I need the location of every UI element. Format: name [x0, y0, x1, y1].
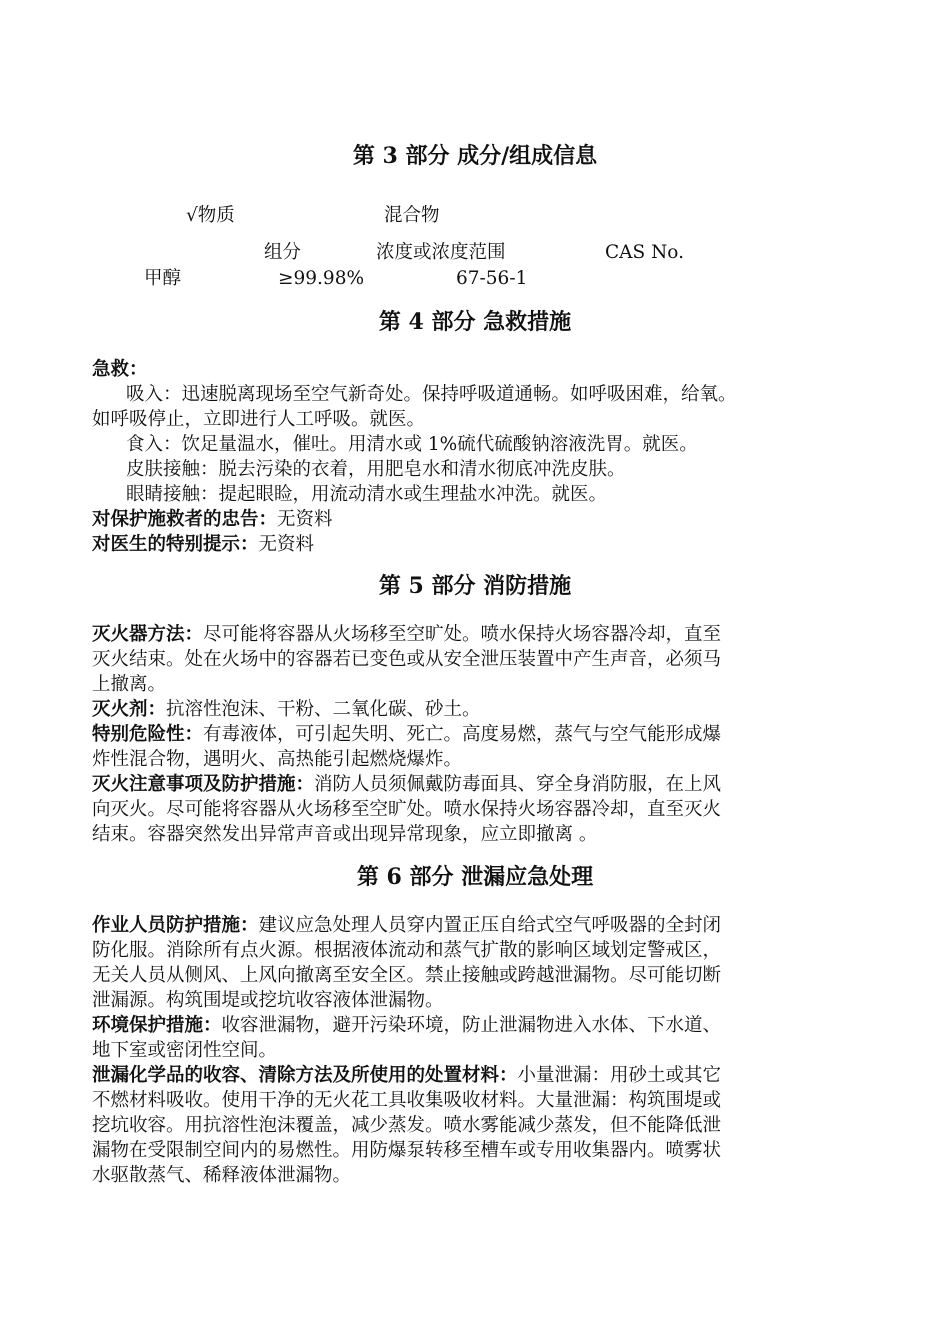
personnel-protection-4: 泄漏源。构筑围堤或挖坑收容液体泄漏物。	[92, 990, 444, 1011]
extinguish-method-label: 灭火器方法：	[92, 624, 204, 645]
special-hazard-1	[92, 722, 856, 747]
personnel-protection-1	[92, 913, 856, 938]
firefighting-notes-2: 向灭火。尽可能将容器从火场移至空旷处。喷水保持火场容器冷却，直至灭火	[92, 799, 722, 820]
rescuer-advice	[92, 507, 856, 532]
rescuer-advice-label: 对保护施救者的忠告：	[92, 509, 278, 530]
component-cas: 67-56-1	[456, 268, 528, 289]
section-5-title: 第 5 部分 消防措施	[378, 573, 572, 599]
environment-protection-2: 地下室或密闭性空间。	[92, 1040, 278, 1061]
cleanup-methods-4: 漏物在受限制空间内的易燃性。用防爆泵转移至槽车或专用收集器内。喷雾状	[92, 1140, 722, 1161]
substance-checkbox-label: √物质	[186, 205, 235, 226]
inhalation-text-1: 吸入：迅速脱离现场至空气新奇处。保持呼吸道通畅。如呼吸困难，给氧。	[126, 384, 737, 405]
doctor-note-label: 对医生的特别提示：	[92, 534, 259, 555]
firefighting-notes-1	[92, 772, 856, 797]
col-header-concentration: 浓度或浓度范围	[376, 242, 506, 263]
environment-protection-label: 环境保护措施：	[92, 1015, 222, 1036]
section-3-title: 第 3 部分 成分/组成信息	[352, 143, 598, 169]
environment-protection-1	[92, 1013, 856, 1038]
extinguishing-agent	[92, 697, 856, 722]
eye-contact-text: 眼睛接触：提起眼睑，用流动清水或生理盐水冲洗。就医。	[126, 484, 608, 505]
cleanup-methods-3: 挖坑收容。用抗溶性泡沫覆盖，减少蒸发。喷水雾能减少蒸发，但不能降低泄	[92, 1115, 722, 1136]
extinguish-method-3: 上撤离。	[92, 674, 167, 695]
extinguish-method-1	[92, 622, 856, 647]
cleanup-methods-text-1: 小量泄漏：用砂土或其它	[517, 1065, 722, 1086]
doctor-note-value: 无资料	[258, 534, 315, 555]
firefighting-notes-label: 灭火注意事项及防护措施：	[92, 774, 315, 795]
mixture-label: 混合物	[384, 205, 440, 226]
extinguish-method-text-1: 尽可能将容器从火场移至空旷处。喷水保持火场容器冷却，直至	[203, 624, 722, 645]
rescuer-advice-value: 无资料	[277, 509, 333, 530]
extinguishing-agent-value: 抗溶性泡沫、干粉、二氧化碳、砂土。	[166, 699, 481, 720]
personnel-protection-text-1: 建议应急处理人员穿内置正压自给式空气呼吸器的全封闭	[258, 915, 722, 936]
special-hazard-2: 炸性混合物，遇明火、高热能引起燃烧爆炸。	[92, 749, 463, 770]
personnel-protection-3: 无关人员从侧风、上风向撤离至安全区。禁止接触或跨越泄漏物。尽可能切断	[92, 965, 722, 986]
col-header-component: 组分	[264, 242, 302, 263]
personnel-protection-2: 防化服。消除所有点火源。根据液体流动和蒸气扩散的影响区域划定警戒区，	[92, 940, 722, 961]
cleanup-methods-2: 不燃材料吸收。使用干净的无火花工具收集吸收材料。大量泄漏：构筑围堤或	[92, 1090, 722, 1111]
ingestion-text: 食入：饮足量温水，催吐。用清水或 1%硫代硫酸钠溶液洗胃。就医。	[126, 434, 698, 455]
special-hazard-text-1: 有毒液体，可引起失明、死亡。高度易燃，蒸气与空气能形成爆	[203, 724, 722, 745]
extinguish-method-2: 灭火结束。处在火场中的容器若已变色或从安全泄压装置中产生声音，必须马	[92, 649, 722, 670]
firefighting-notes-text-1: 消防人员须佩戴防毒面具、穿全身消防服，在上风	[314, 774, 722, 795]
cleanup-methods-5: 水驱散蒸气、稀释液体泄漏物。	[92, 1165, 352, 1186]
personnel-protection-label: 作业人员防护措施：	[92, 915, 259, 936]
section-6-title: 第 6 部分 泄漏应急处理	[356, 864, 594, 890]
firstaid-label: 急救：	[92, 359, 148, 380]
doctor-note	[92, 532, 856, 557]
col-header-cas: CAS No.	[605, 242, 684, 263]
component-name: 甲醇	[144, 268, 182, 289]
environment-protection-text-1: 收容泄漏物，避开污染环境，防止泄漏物进入水体、下水道、	[221, 1015, 722, 1036]
component-concentration: ≥99.98%	[278, 268, 365, 289]
inhalation-text-2: 如呼吸停止，立即进行人工呼吸。就医。	[92, 409, 426, 430]
cleanup-methods-label: 泄漏化学品的收容、清除方法及所使用的处置材料：	[92, 1065, 518, 1086]
cleanup-methods-1	[92, 1063, 856, 1088]
section-4-title: 第 4 部分 急救措施	[378, 309, 572, 335]
special-hazard-label: 特别危险性：	[92, 724, 204, 745]
extinguishing-agent-label: 灭火剂：	[92, 699, 167, 720]
skin-contact-text: 皮肤接触：脱去污染的衣着，用肥皂水和清水彻底冲洗皮肤。	[126, 459, 626, 480]
firefighting-notes-3: 结束。容器突然发出异常声音或出现异常现象，应立即撤离 。	[92, 824, 598, 845]
